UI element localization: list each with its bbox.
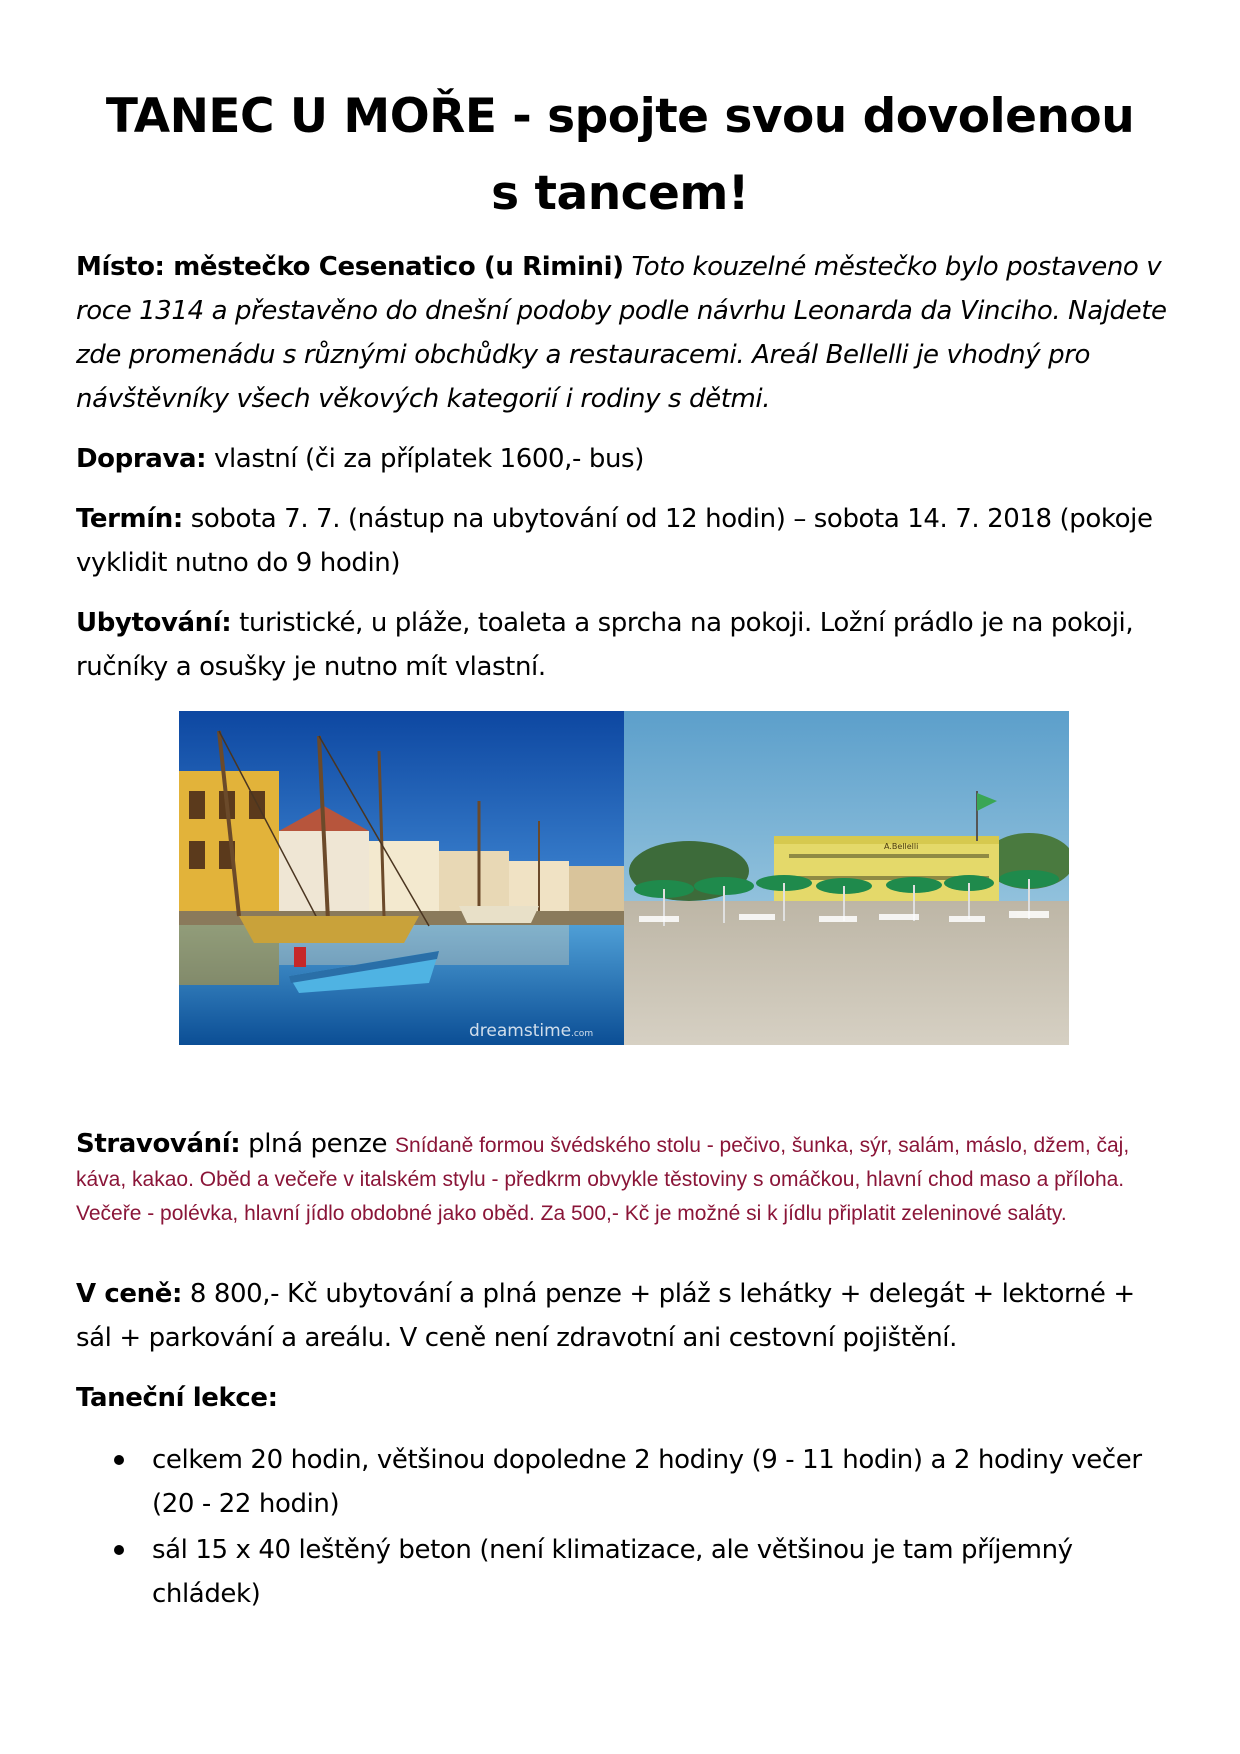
date-label: Termín: <box>76 504 183 534</box>
document-title <box>0 78 1240 232</box>
photo-watermark: dreamstime <box>469 1021 572 1041</box>
meals-text: plná penze <box>240 1129 396 1159</box>
list-item <box>76 1528 1176 1616</box>
hotel-sign: A.Bellelli <box>884 842 919 851</box>
lessons-label: Taneční lekce: <box>76 1383 278 1413</box>
photo-strip <box>179 711 1069 1045</box>
title-line-1: TANEC U MOŘE - spojte svou dovolenou <box>105 89 1135 144</box>
list-item-text: celkem 20 hodin, většinou dopoledne 2 hodiny (9 - 11 hodin) a 2 hodiny večer (20 - 22 hodin) <box>152 1445 1142 1519</box>
bullet-icon <box>114 1545 124 1555</box>
transport-text: vlastní (či za příplatek 1600,- bus) <box>206 444 644 474</box>
location-label: Místo: městečko Cesenatico (u Rimini) <box>76 252 624 282</box>
accommodation-label: Ubytování: <box>76 608 232 638</box>
date-text: sobota 7. 7. (nástup na ubytování od 12 hodin) – sobota 14. 7. 2018 (pokoje vyklidit nutno do 9 hodin) <box>76 504 1153 578</box>
accommodation-text: turistické, u pláže, toaleta a sprcha na pokoji. Ložní prádlo je na pokoji, ručníky a osušky je nutno mít vlastní. <box>76 608 1134 682</box>
location-description: Toto kouzelné městečko bylo postaveno v roce 1314 a přestavěno do dnešní podoby podle návrhu Leonarda da Vinciho. Najdete zde promenádu s různými obchůdky a restauracemi. Areál Bellelli je vhodný pro návštěvníky všech věkových kategorií i rodiny s dětmi. <box>76 252 1167 414</box>
lessons-heading <box>76 1376 1176 1420</box>
accommodation-paragraph <box>76 601 1176 689</box>
bullet-icon <box>114 1455 124 1465</box>
meals-detail: Snídaně formou švédského stolu - pečivo, šunka, sýr, salám, máslo, džem, čaj, káva, kakao. Oběd a večeře v italském stylu - předkrm obvykle těstoviny s omáčkou, hlavní chod maso a příloha. Večeře - polévka, hlavní jídlo obdobné jako oběd. Za 500,- Kč je možné si k jídlu připlatit zeleninové saláty. <box>76 1134 1130 1225</box>
date-paragraph <box>76 497 1176 585</box>
meals-paragraph <box>76 1128 1176 1230</box>
beach-photo <box>624 711 1069 1045</box>
location-paragraph <box>76 245 1176 421</box>
list-item-text: sál 15 x 40 leštěný beton (není klimatizace, ale většinou je tam příjemný chládek) <box>152 1535 1073 1609</box>
price-text: 8 800,- Kč ubytování a plná penze + pláž s lehátky + delegát + lektorné + sál + parkování a areálu. V ceně není zdravotní ani cestovní pojištění. <box>76 1279 1135 1353</box>
canal-photo <box>179 711 624 1045</box>
photo-watermark-suffix: .com <box>571 1029 594 1039</box>
list-item <box>76 1438 1176 1526</box>
transport-paragraph <box>76 437 1176 481</box>
title-line-2: s tancem! <box>491 166 749 221</box>
transport-label: Doprava: <box>76 444 207 474</box>
price-paragraph <box>76 1272 1176 1360</box>
price-label: V ceně: <box>76 1279 182 1309</box>
lessons-list <box>76 1438 1176 1618</box>
meals-label: Stravování: <box>76 1129 241 1159</box>
